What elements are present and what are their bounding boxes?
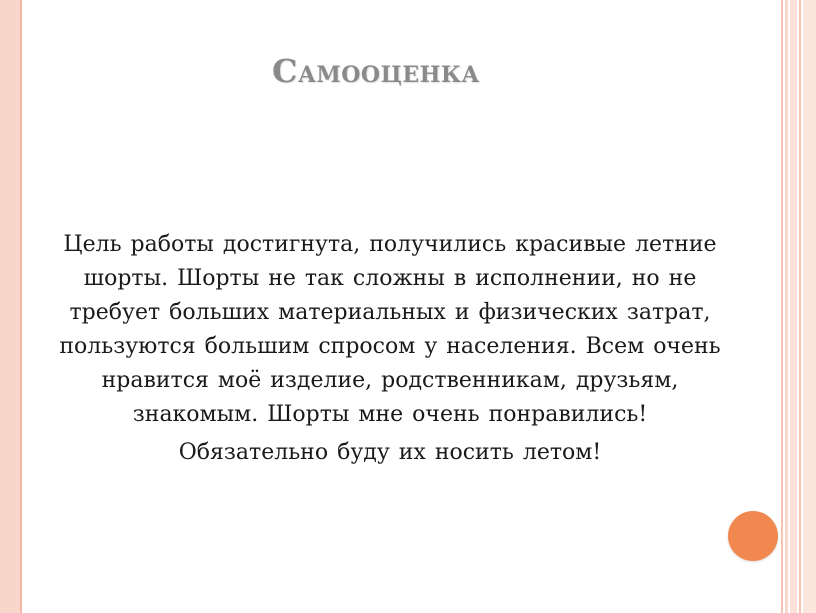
stripe (790, 0, 797, 613)
stripe (785, 0, 788, 613)
left-border-decoration (0, 0, 21, 613)
stripe (799, 0, 801, 613)
orange-circle-decoration (728, 511, 778, 561)
body-paragraph-2: Обязательно буду их носить летом! (178, 440, 602, 465)
left-border-line (20, 0, 22, 613)
slide-title: Самооценка (272, 52, 480, 90)
body-paragraph-1: Цель работы достигнута, получились красивые летние шорты. Шорты не так сложны в исполнении, но не требует больших материальных и физических затрат, пользуются большим спросом у населения. Всем очень нравится моё изделие, родственникам, друзьям, знакомым. Шорты мне очень понравились! (59, 232, 721, 427)
stripe (781, 0, 783, 613)
slide-body (50, 228, 730, 470)
right-stripes-decoration (781, 0, 816, 613)
stripe (803, 0, 816, 613)
